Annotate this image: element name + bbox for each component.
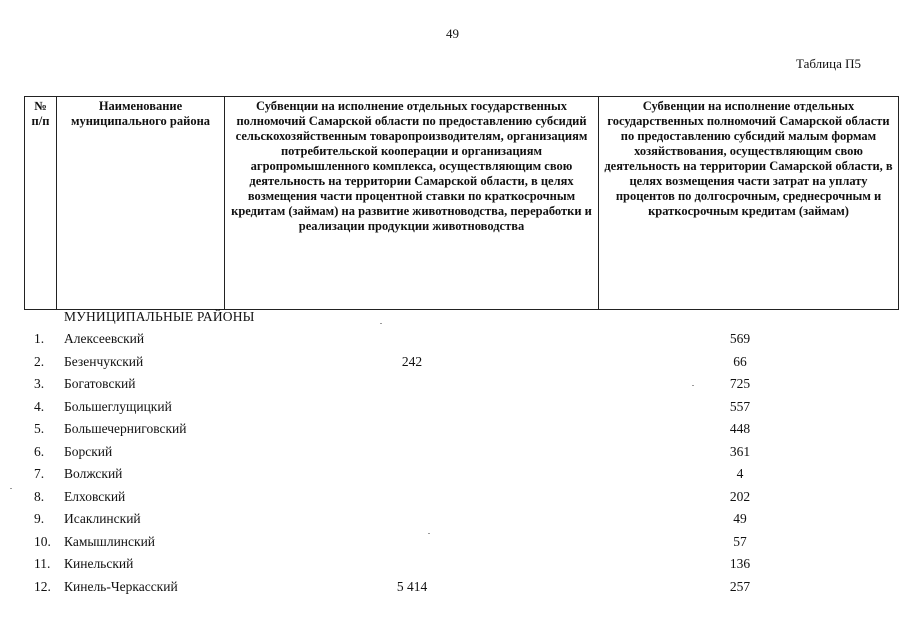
row-value-2: 361	[729, 443, 751, 459]
table-row	[0, 419, 905, 442]
scan-speck	[692, 385, 694, 386]
row-number: 9.	[34, 511, 45, 526]
row-number: 5.	[34, 421, 45, 436]
row-name: Камышлинский	[64, 533, 156, 549]
row-value-1: 5 414	[396, 578, 428, 594]
row-name: Борский	[64, 443, 113, 459]
table-header	[24, 96, 899, 310]
row-name: Волжский	[64, 466, 123, 481]
row-value-2: 49	[733, 511, 747, 526]
row-value-2: 202	[729, 488, 751, 504]
row-number: 10.	[34, 533, 51, 549]
row-name: Исаклинский	[64, 511, 141, 526]
table-row	[0, 509, 905, 532]
table-row	[0, 374, 905, 397]
row-value-2: 557	[729, 398, 751, 414]
row-number: 6.	[34, 443, 45, 459]
row-value-2: 136	[729, 556, 751, 571]
table-row	[0, 442, 905, 465]
row-name: Богатовский	[64, 376, 136, 391]
page-number: 49	[446, 26, 459, 41]
header-col-subvention-1: Субвенции на исполнение отдельных государственных полномочий Самарской области по предоставлению субсидий сельскохозяйственным товаропроизводителям, организациям потребительской кооперации и организациям агропромышленного комплекса, осуществляющим свою деятельность на территории Самарской области, в целях возмещения части процентной ставки по краткосрочным кредитам (займам) на развитие животноводства, переработки и реализации продукции животноводства	[225, 97, 599, 310]
table-row	[0, 487, 905, 510]
row-number: 8.	[34, 488, 45, 504]
row-value-1: 242	[401, 353, 423, 369]
scan-speck	[10, 488, 12, 489]
scan-speck	[380, 323, 382, 324]
row-value-2: 57	[733, 533, 747, 549]
row-name: Алексеевский	[64, 331, 145, 346]
table-row	[0, 329, 905, 352]
row-value-2: 569	[729, 331, 751, 346]
row-number: 1.	[34, 331, 45, 346]
row-number: 7.	[34, 466, 45, 481]
row-number: 11.	[34, 556, 51, 571]
row-number: 12.	[34, 578, 51, 594]
row-value-2: 448	[729, 421, 751, 436]
row-value-2: 725	[729, 376, 751, 391]
row-name: Елховский	[64, 488, 126, 504]
table-row	[0, 577, 905, 600]
table-row	[0, 464, 905, 487]
row-value-2: 4	[736, 466, 744, 481]
row-name: Кинельский	[64, 556, 134, 571]
table-row	[0, 397, 905, 420]
header-col-subvention-2: Субвенции на исполнение отдельных государственных полномочий Самарской области по предоставлению субсидий малым формам хозяйствования, осуществляющим свою деятельность на территории Самарской области, в целях возмещения части затрат на уплату процентов по долгосрочным, среднесрочным и краткосрочным кредитам (займам)	[599, 97, 899, 310]
row-number: 4.	[34, 398, 45, 414]
row-name: Кинель-Черкасский	[64, 578, 178, 594]
table-row	[0, 554, 905, 577]
row-number: 2.	[34, 353, 45, 369]
table-label: Таблица П5	[796, 56, 861, 71]
section-title: МУНИЦИПАЛЬНЫЕ РАЙОНЫ	[64, 309, 255, 324]
row-number: 3.	[34, 376, 45, 391]
table-row	[0, 352, 905, 375]
header-row	[25, 97, 899, 310]
row-name: Большечерниговский	[64, 421, 187, 436]
row-value-2: 66	[733, 353, 747, 369]
header-col-name: Наименование муниципального района	[57, 97, 225, 310]
table-body	[0, 329, 905, 599]
row-value-2: 257	[729, 578, 751, 594]
header-col-num: № п/п	[25, 97, 57, 310]
row-name: Большеглущицкий	[64, 398, 172, 414]
table-row	[0, 532, 905, 555]
scan-speck	[428, 533, 430, 534]
row-name: Безенчукский	[64, 353, 144, 369]
